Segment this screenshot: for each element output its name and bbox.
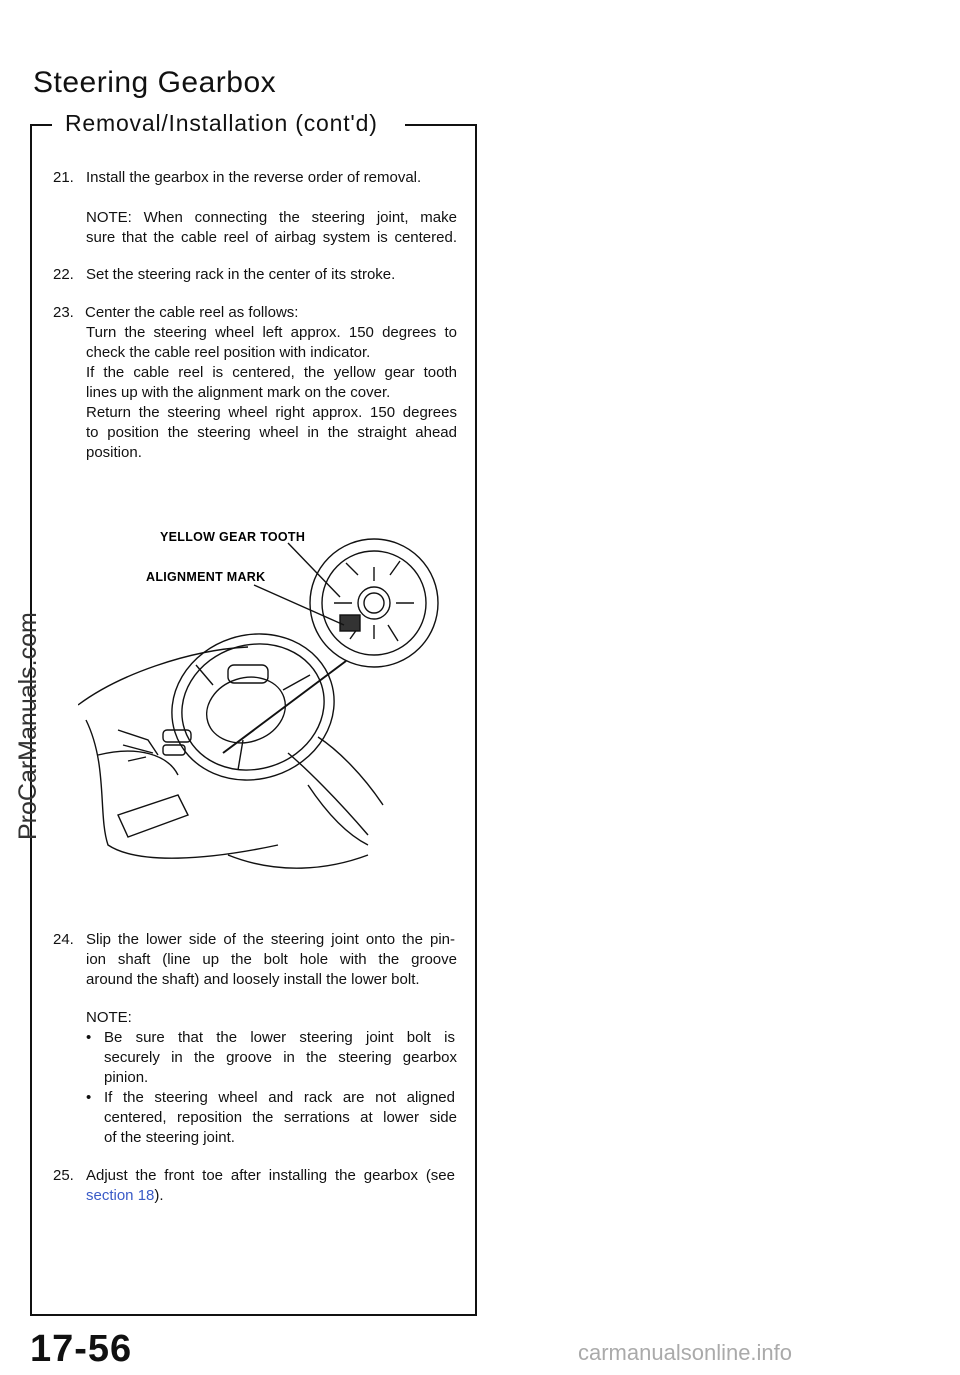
step-line: Adjust the front toe after installing the gearbox (see <box>86 1167 455 1184</box>
step-text: Set the steering rack in the center of its stroke. <box>86 266 396 283</box>
step-25 <box>53 1166 457 1206</box>
step-24-body <box>86 950 457 990</box>
frame-top-left-rule <box>30 124 52 126</box>
bullet-line: If the steering wheel and rack are not aligned <box>104 1089 455 1106</box>
step-number: 23. <box>53 304 74 321</box>
bullet-mark: • <box>86 1089 92 1106</box>
page-number: 17-56 <box>30 1328 133 1370</box>
step-line: Turn the steering wheel left approx. 150 degrees to <box>86 324 457 341</box>
step-text: Center the cable reel as follows: <box>85 304 299 321</box>
step-line: to position the steering wheel in the straight ahead <box>86 424 457 441</box>
step-line: ion shaft (line up the bolt hole with the groove <box>86 951 457 968</box>
label-alignment-mark: ALIGNMENT MARK <box>146 570 266 584</box>
frame-top-right-rule <box>405 124 475 126</box>
bullet-line: Be sure that the lower steering joint bolt is <box>104 1029 455 1046</box>
bullet-line: of the steering joint. <box>104 1129 235 1146</box>
note-line: sure that the cable reel of airbag system is centered. <box>86 229 457 246</box>
section-18-link[interactable]: section 18 <box>86 1187 155 1204</box>
step-line: If the cable reel is centered, the yellow gear tooth <box>86 364 457 381</box>
section-subtitle: Removal/Installation (cont'd) <box>61 110 382 137</box>
step-number: 22. <box>53 266 74 283</box>
step-line: Slip the lower side of the steering joint onto the pin- <box>86 931 455 948</box>
label-yellow-gear-tooth: YELLOW GEAR TOOTH <box>160 530 306 544</box>
step-21-note <box>86 208 457 248</box>
step-23-body <box>86 323 457 463</box>
step-number: 24. <box>53 931 74 948</box>
note-line: NOTE: When connecting the steering joint, make <box>86 209 457 226</box>
site-watermark: carmanualsonline.info <box>578 1340 793 1365</box>
note-label: NOTE: <box>86 1009 132 1026</box>
step-line: lines up with the alignment mark on the cover. <box>86 384 391 401</box>
bullet-line: pinion. <box>104 1069 149 1086</box>
step-24-note <box>86 1008 457 1028</box>
page-title: Steering Gearbox <box>33 66 277 99</box>
step-line: position. <box>86 444 142 461</box>
steering-wheel-illustration <box>78 515 470 880</box>
bullet-line: securely in the groove in the steering gearbox <box>104 1049 457 1066</box>
step-line: around the shaft) and loosely install the lower bolt. <box>86 971 420 988</box>
step-number: 25. <box>53 1167 74 1184</box>
step-line: Return the steering wheel right approx. 150 degrees <box>86 404 457 421</box>
bullet-line: centered, reposition the serrations at lower side <box>104 1109 457 1126</box>
step-21 <box>53 168 457 188</box>
side-watermark: ProCarManuals.com <box>14 612 42 840</box>
step-24 <box>53 930 457 950</box>
step-line: check the cable reel position with indicator. <box>86 344 371 361</box>
step-line-end: ). <box>154 1187 164 1204</box>
note-bullet-2 <box>86 1088 457 1148</box>
step-23 <box>53 303 457 323</box>
step-22 <box>53 265 457 285</box>
step-text: Install the gearbox in the reverse order of removal. <box>86 169 422 186</box>
note-bullet-1 <box>86 1028 457 1088</box>
bullet-mark: • <box>86 1029 92 1046</box>
step-number: 21. <box>53 169 74 186</box>
